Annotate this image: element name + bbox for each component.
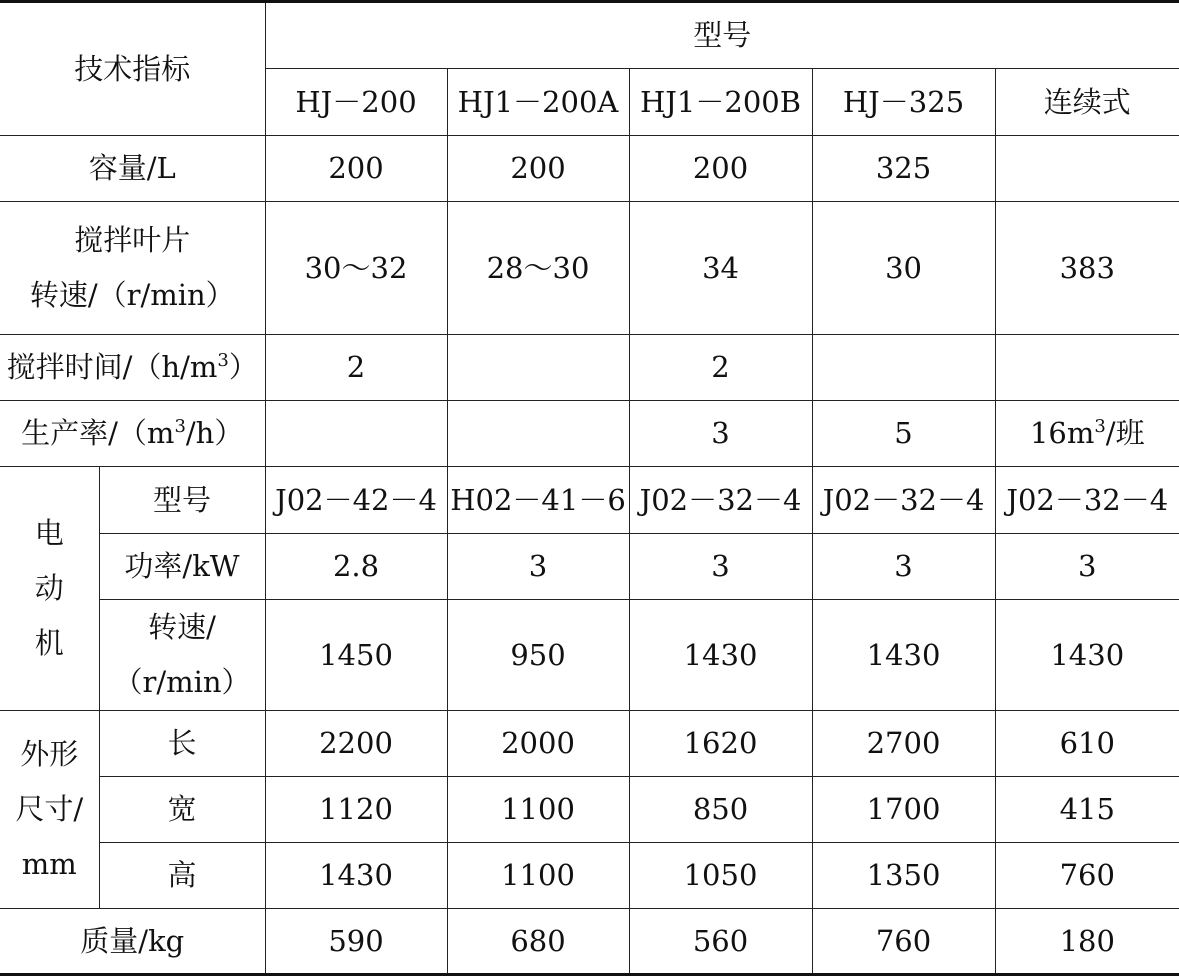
value-text: 16m bbox=[1029, 416, 1095, 451]
cell-value: 1620 bbox=[629, 711, 812, 777]
group-line: mm bbox=[21, 847, 77, 882]
cell-value: 3 bbox=[812, 534, 995, 600]
cell-value bbox=[812, 335, 995, 401]
model-name: HJ1－200A bbox=[447, 69, 629, 136]
cell-value: 950 bbox=[447, 600, 629, 711]
model-name: HJ1－200B bbox=[629, 69, 812, 136]
productivity-row bbox=[0, 401, 1179, 467]
cell-value: 1430 bbox=[629, 600, 812, 711]
motor-model-row bbox=[0, 467, 1179, 534]
cell-value: 1430 bbox=[812, 600, 995, 711]
cell-value: 560 bbox=[629, 909, 812, 975]
cell-value bbox=[447, 401, 629, 467]
cell-value: 1050 bbox=[629, 843, 812, 909]
dimensions-group-label bbox=[0, 711, 99, 909]
cell-value: 2000 bbox=[447, 711, 629, 777]
cell-value: 2.8 bbox=[265, 534, 447, 600]
cell-value: 680 bbox=[447, 909, 629, 975]
cell-value: 1430 bbox=[265, 843, 447, 909]
cell-value: 760 bbox=[812, 909, 995, 975]
cell-value bbox=[447, 335, 629, 401]
motor-group-label bbox=[0, 467, 99, 711]
cell-value: 3 bbox=[629, 534, 812, 600]
cell-value: 200 bbox=[265, 136, 447, 202]
cell-value bbox=[995, 136, 1179, 202]
cell-value bbox=[995, 335, 1179, 401]
sub-label: 宽 bbox=[99, 777, 265, 843]
label-text: ） bbox=[228, 350, 258, 385]
group-char: 动 bbox=[34, 571, 64, 606]
indicator-header: 技术指标 bbox=[0, 2, 265, 136]
cell-value: 3 bbox=[629, 401, 812, 467]
sub-label: 高 bbox=[99, 843, 265, 909]
cell-value: 2 bbox=[629, 335, 812, 401]
row-label bbox=[0, 335, 265, 401]
label-text: 生产率/（m bbox=[21, 416, 175, 451]
dim-height-row bbox=[0, 843, 1179, 909]
sub-label-line: 转速/ bbox=[148, 610, 216, 644]
row-label-line: 搅拌叶片 bbox=[74, 222, 191, 257]
cell-value: 3 bbox=[995, 534, 1179, 600]
cell-value: 200 bbox=[629, 136, 812, 202]
cell-value: 1100 bbox=[447, 777, 629, 843]
cell-value: 30～32 bbox=[265, 202, 447, 335]
model-name: HJ－200 bbox=[265, 69, 447, 136]
capacity-row bbox=[0, 136, 1179, 202]
group-line: 外形 bbox=[20, 737, 79, 772]
sub-label bbox=[99, 600, 265, 711]
model-name: 连续式 bbox=[995, 69, 1179, 136]
cell-value: 180 bbox=[995, 909, 1179, 975]
cell-value: 1430 bbox=[995, 600, 1179, 711]
motor-power-row bbox=[0, 534, 1179, 600]
cell-value: 415 bbox=[995, 777, 1179, 843]
superscript: 3 bbox=[217, 350, 229, 372]
model-name: HJ－325 bbox=[812, 69, 995, 136]
cell-value: 2200 bbox=[265, 711, 447, 777]
row-label bbox=[0, 202, 265, 335]
cell-value: 1700 bbox=[812, 777, 995, 843]
cell-value: 1350 bbox=[812, 843, 995, 909]
mix-time-row bbox=[0, 335, 1179, 401]
model-header: 型号 bbox=[265, 2, 1179, 69]
cell-value: 1120 bbox=[265, 777, 447, 843]
cell-value: 34 bbox=[629, 202, 812, 335]
cell-value bbox=[995, 401, 1179, 467]
row-label-line: 转速/（r/min） bbox=[29, 278, 235, 312]
dim-width-row bbox=[0, 777, 1179, 843]
cell-value: 2700 bbox=[812, 711, 995, 777]
sub-label: 型号 bbox=[99, 467, 265, 534]
cell-value: 1100 bbox=[447, 843, 629, 909]
group-char: 机 bbox=[34, 626, 64, 661]
cell-value: 30 bbox=[812, 202, 995, 335]
cell-value: J02－42－4 bbox=[265, 467, 447, 534]
row-label: 质量/kg bbox=[0, 909, 265, 975]
cell-value: 200 bbox=[447, 136, 629, 202]
cell-value: J02－32－4 bbox=[812, 467, 995, 534]
motor-speed-row bbox=[0, 600, 1179, 711]
superscript: 3 bbox=[174, 416, 186, 438]
cell-value bbox=[265, 401, 447, 467]
cell-value: 1450 bbox=[265, 600, 447, 711]
cell-value: 760 bbox=[995, 843, 1179, 909]
header-row-1 bbox=[0, 2, 1179, 69]
value-text: /班 bbox=[1105, 416, 1145, 451]
dim-length-row bbox=[0, 711, 1179, 777]
cell-value: 2 bbox=[265, 335, 447, 401]
sub-label-line: （r/min） bbox=[113, 665, 251, 700]
cell-value: 28～30 bbox=[447, 202, 629, 335]
group-char: 电 bbox=[34, 515, 64, 550]
cell-value: 610 bbox=[995, 711, 1179, 777]
cell-value: 850 bbox=[629, 777, 812, 843]
cell-value: 590 bbox=[265, 909, 447, 975]
sub-label: 功率/kW bbox=[99, 534, 265, 600]
superscript: 3 bbox=[1094, 416, 1106, 438]
sub-label: 长 bbox=[99, 711, 265, 777]
blade-speed-row bbox=[0, 202, 1179, 335]
cell-value: 383 bbox=[995, 202, 1179, 335]
cell-value: 325 bbox=[812, 136, 995, 202]
row-label bbox=[0, 401, 265, 467]
cell-value: H02－41－6 bbox=[447, 467, 629, 534]
cell-value: J02－32－4 bbox=[995, 467, 1179, 534]
row-label: 容量/L bbox=[0, 136, 265, 202]
cell-value: 3 bbox=[447, 534, 629, 600]
label-text: 搅拌时间/（h/m bbox=[6, 350, 218, 385]
label-text: /h） bbox=[185, 416, 244, 451]
cell-value: J02－32－4 bbox=[629, 467, 812, 534]
cell-value: 5 bbox=[812, 401, 995, 467]
group-line: 尺寸/ bbox=[15, 792, 84, 827]
